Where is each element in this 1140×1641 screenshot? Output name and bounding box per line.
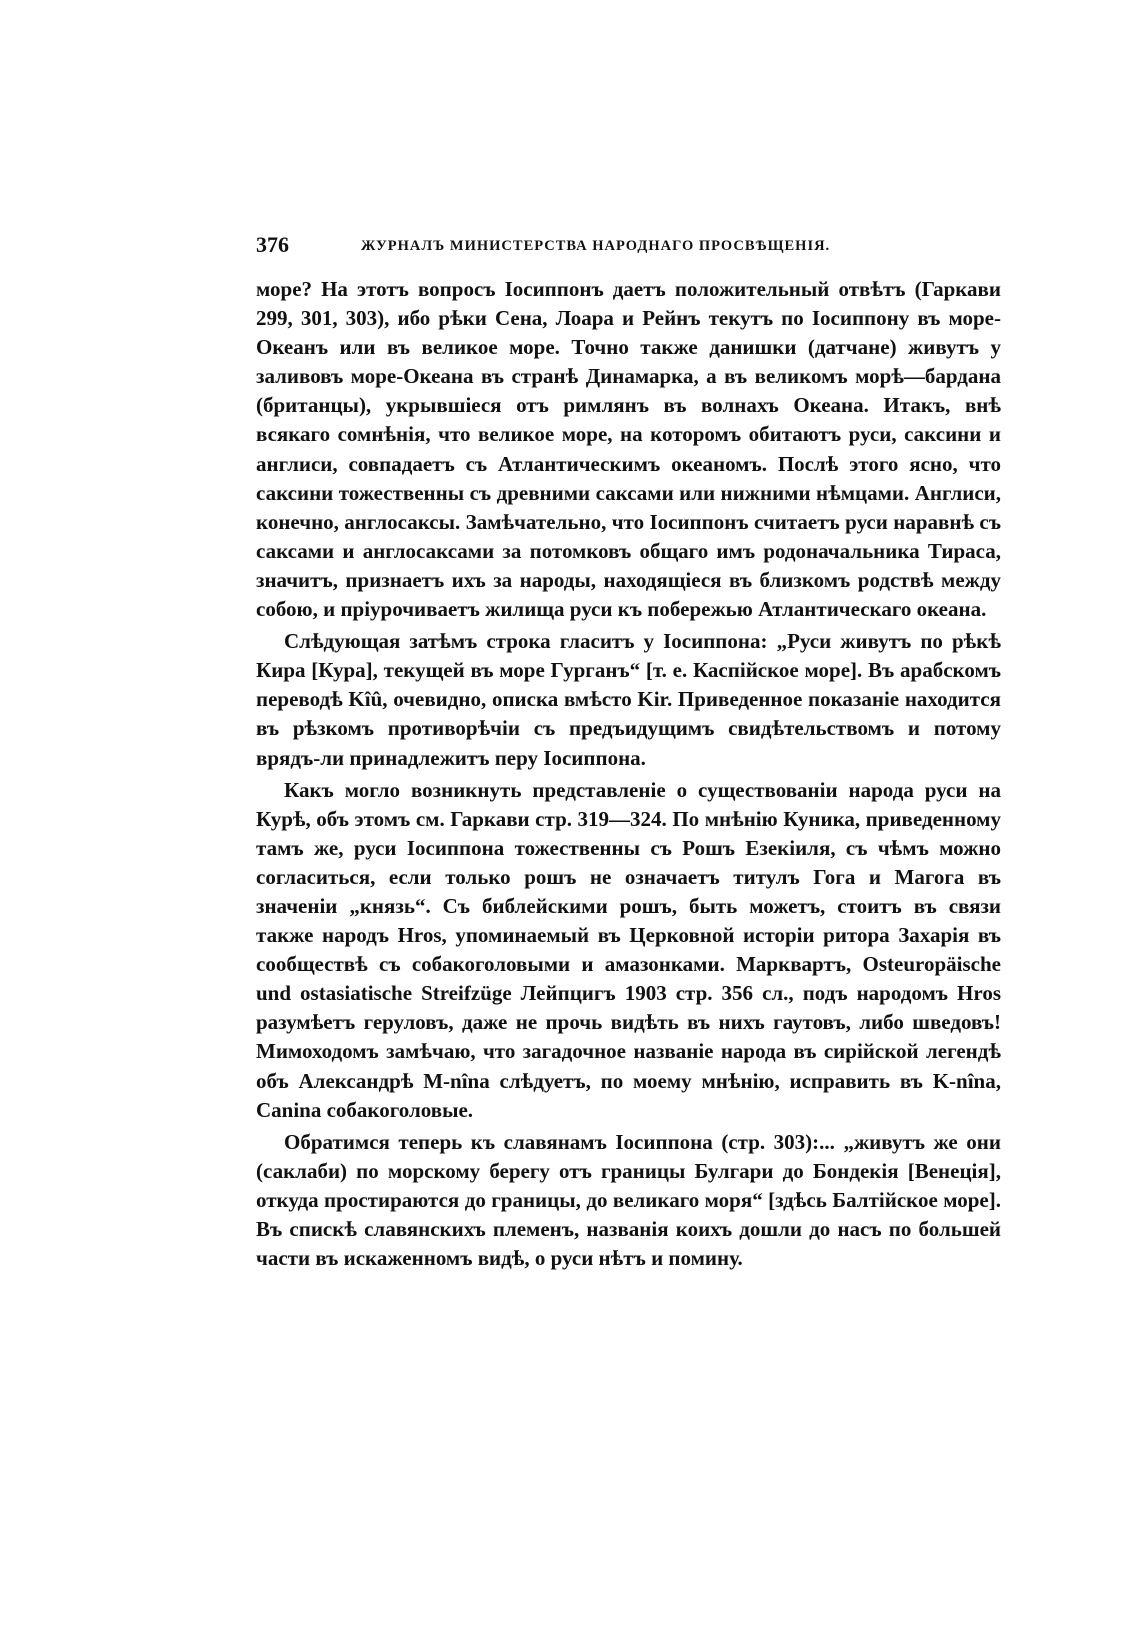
paragraph-1: море? На этотъ вопросъ Іосиппонъ даетъ положительный отвѣтъ (Гаркави 299, 301, 303), ибо рѣки Сена, Лоара и Рейнъ текутъ по Іосиппону въ море-Океанъ или въ великое море. Точно также данишки (датчане) живутъ у заливовъ море-Океана въ странѣ Динамарка, а въ великомъ морѣ—бардана (британцы), укрывшіеся отъ римлянъ въ волнахъ Океана. Итакъ, внѣ всякаго сомнѣнія, что великое море, на которомъ обитаютъ руси, саксини и англиси, совпадаетъ съ Атлантическимъ океаномъ. Послѣ этого ясно, что саксини тожественны съ древними саксами или нижними нѣмцами. Англиси, конечно, англосаксы. Замѣчательно, что Іосиппонъ считаетъ руси наравнѣ съ саксами и англосаксами за потомковъ общаго имъ родоначальника Тираса, значитъ, признаетъ ихъ за народы, находящіеся въ близкомъ родствѣ между собою, и пріурочиваетъ жилища руси къ побережью Атлантическаго океана. (256, 277, 1001, 622)
body-text (256, 275, 1001, 1273)
paragraph-2: Слѣдующая затѣмъ строка гласитъ у Іосиппона: „Руси живутъ по рѣкѣ Кира [Кура], текущей въ море Гурганъ“ [т. е. Каспійское море]. Въ арабскомъ переводѣ Kîû, очевидно, описка вмѣсто Kir. Приведенное показаніе находится въ рѣзкомъ противорѣчіи съ предъидущимъ свидѣтельствомъ и потому врядъ-ли принадлежитъ перу Іосиппона. (256, 629, 1001, 770)
paragraph-3: Какъ могло возникнуть представленіе о существованіи народа руси на Курѣ, объ этомъ см. Гаркави стр. 319—324. По мнѣнію Куника, приведенному тамъ же, руси Іосиппона тожественны съ Рошъ Езекіиля, съ чѣмъ можно согласиться, если только рошъ не означаетъ титулъ Гога и Магога въ значеніи „князь“. Съ библейскими рошъ, быть можетъ, стоитъ въ связи также народъ Hros, упоминаемый въ Церковной исторіи ритора Захарія въ сообществѣ съ собакоголовыми и амазонками. Марквартъ, Osteuropäische und ostasiatische Streifzüge Лейпцигъ 1903 стр. 356 сл., подъ народомъ Hros разумѣетъ геруловъ, даже не прочь видѣть въ нихъ гаутовъ, либо шведовъ! Мимоходомъ замѣчаю, что загадочное названіе народа въ сирійской легендѣ объ Александрѣ M-nîna слѣдуетъ, по моему мнѣнію, исправить въ K-nîna, Canina собакоголовые. (256, 777, 1001, 1122)
page-header (256, 232, 1001, 268)
page-number: 376 (256, 232, 289, 257)
running-title: ЖУРНАЛЪ МИНИСТЕРСТВА НАРОДНАГО ПРОСВѢЩЕНІЯ. (361, 238, 831, 254)
paragraph-4: Обратимся теперь къ славянамъ Іосиппона (стр. 303):... „живутъ же они (саклаби) по морскому берегу отъ границы Булгари до Бондекія [Венеція], откуда простираются до границы, до великаго моря“ [здѣсь Балтійское море]. Въ спискѣ славянскихъ племенъ, названія коихъ дошли до насъ по большей части въ искаженномъ видѣ, о руси нѣтъ и помину. (256, 1129, 1001, 1271)
